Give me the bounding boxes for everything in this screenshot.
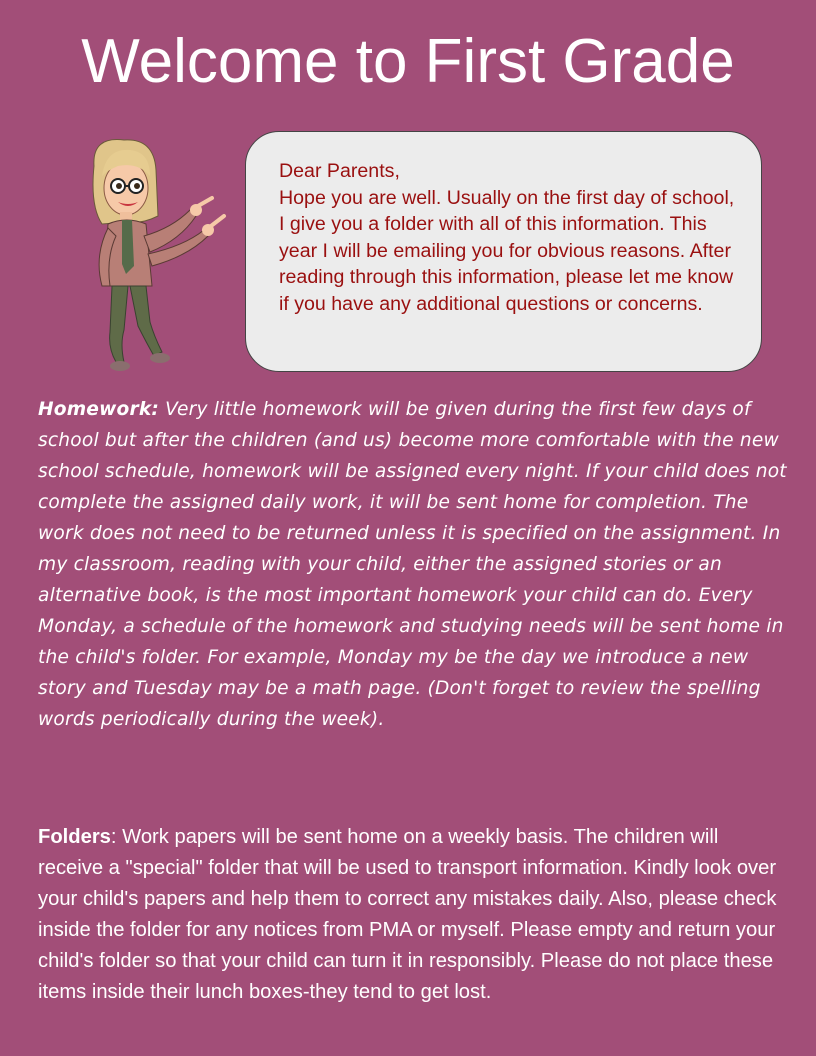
teacher-avatar-image xyxy=(72,136,232,376)
page-title: Welcome to First Grade xyxy=(81,27,735,96)
homework-label: Homework: xyxy=(38,399,160,420)
letter-speech-bubble xyxy=(245,131,762,372)
letter-greeting: Dear Parents, xyxy=(279,160,400,182)
folders-label: Folders xyxy=(38,826,111,848)
letter-body: Hope you are well. Usually on the first day of school, I give you a folder with all of this information. This year I will be emailing you for obvious reasons. After reading through this information, please let me know if you have any additional questions or concerns. xyxy=(279,186,735,315)
folders-section xyxy=(38,822,788,1008)
homework-section xyxy=(38,394,788,735)
folders-text: : Work papers will be sent home on a weekly basis. The children will receive a "special" folder that will be used to transport information. Kindly look over your child's papers and help them to correct any mistakes daily. Also, please check inside the folder for any notices from PMA or myself. Please empty and return your child's folder so that your child can turn it in responsibly. Please do not place these items inside their lunch boxes-they tend to get lost. xyxy=(38,826,777,1003)
homework-text: Very little homework will be given during the first few days of school but after the children (and us) become more comfortable with the new school schedule, homework will be assigned every night. If your child does not complete the assigned daily work, it will be sent home for completion. The work does not need to be returned unless it is specified on the assignment. In my classroom, reading with your child, either the assigned stories or an alternative book, is the most important homework your child can do. Every Monday, a schedule of the homework and studying needs will be sent home in the child's folder. For example, Monday my be the day we introduce a new story and Tuesday may be a math page. (Don't forget to review the spelling words periodically during the week). xyxy=(38,399,787,730)
